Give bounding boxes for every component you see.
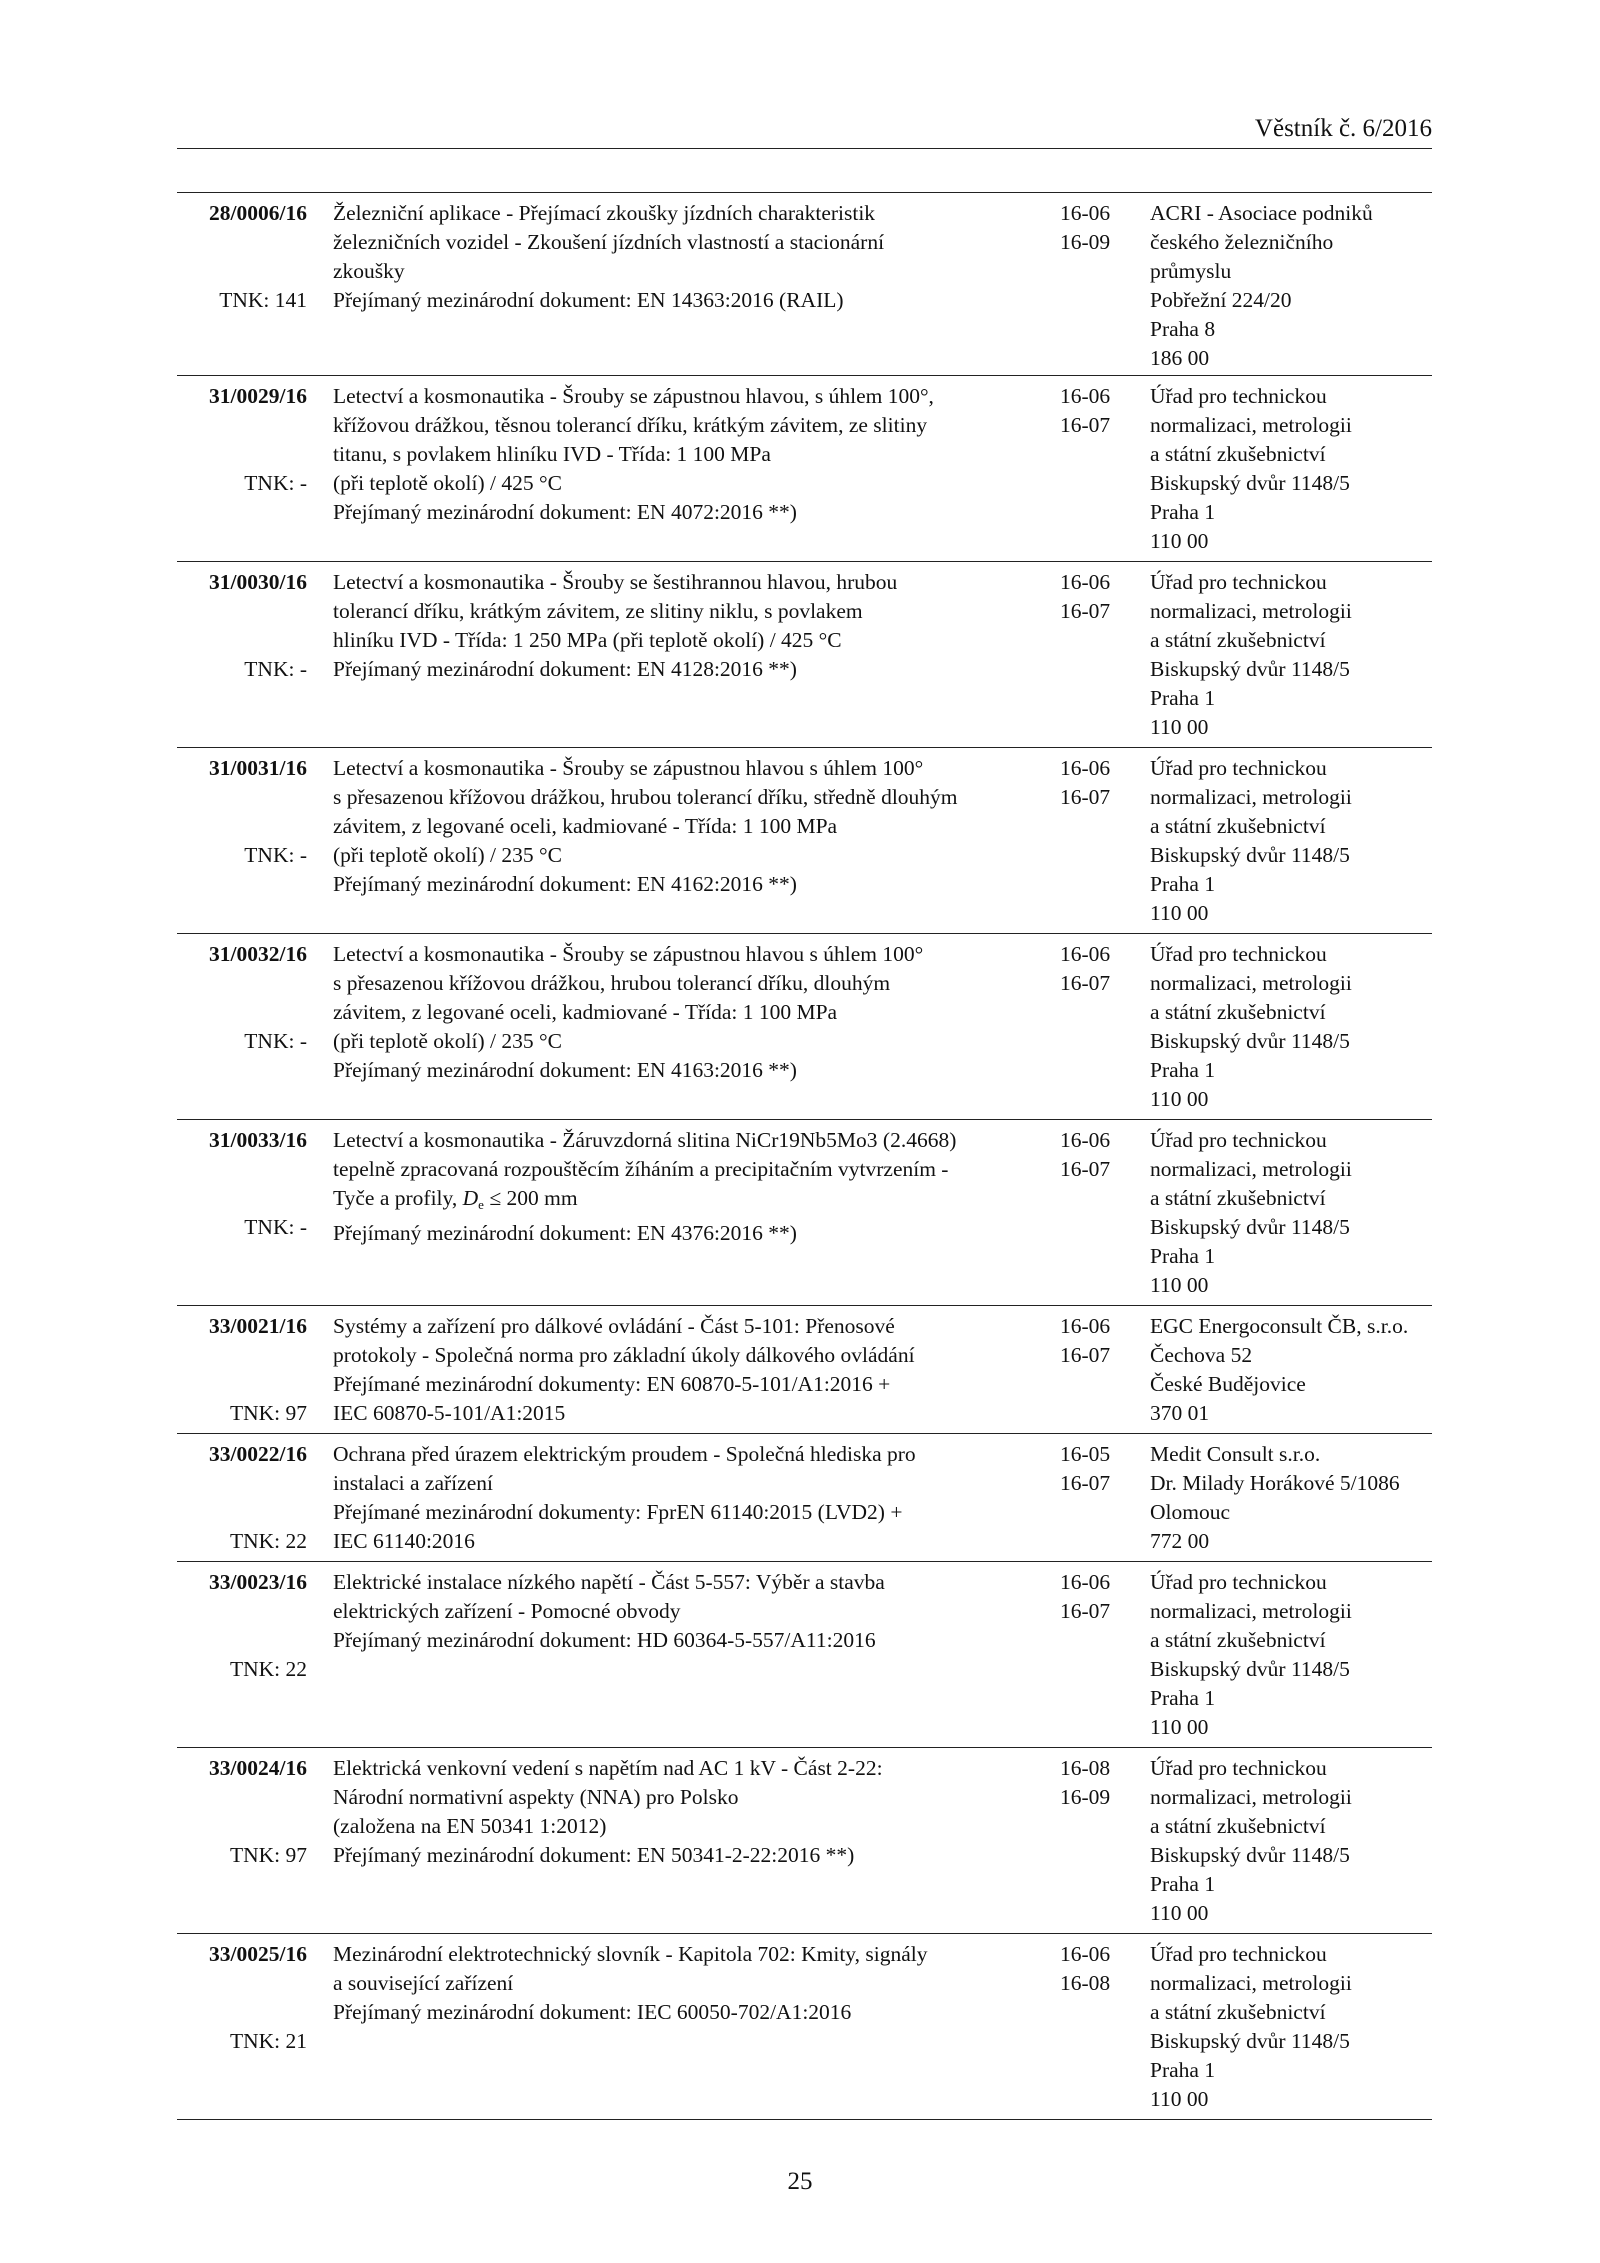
address-line: a státní zkušebnictví [1150,442,1326,466]
table-row [177,1562,1432,1748]
bulletin-title: Věstník č. 6/2016 [1254,115,1432,142]
entry-number: 31/0031/16 [209,756,307,780]
date-line: 16-06 [1060,1570,1111,1594]
date-line: 16-06 [1060,1314,1111,1338]
description-line: Přejímaný mezinárodní dokument: EN 4162:2016 **) [333,872,797,896]
address-line: 110 00 [1150,1715,1209,1739]
description-line: Letectví a kosmonautika - Šrouby se zápustnou hlavou s úhlem 100° [333,756,924,780]
address-line: Úřad pro technickou [1150,942,1327,966]
entry-number: 28/0006/16 [209,201,307,225]
entry-dates [1060,754,1130,812]
description-line: křížovou drážkou, těsnou tolerancí dříku, krátkým závitem, ze slitiny [333,413,928,437]
address-line: Praha 1 [1150,1058,1216,1082]
description-line: Letectví a kosmonautika - Šrouby se šestihrannou hlavou, hrubou [333,570,898,594]
description-line: závitem, z legované oceli, kadmiované - Třída: 1 100 MPa [333,1000,838,1024]
address-line: Úřad pro technickou [1150,756,1327,780]
entry-dates [1060,199,1130,257]
description-line: Přejímané mezinárodní dokumenty: FprEN 61140:2015 (LVD2) + [333,1500,903,1524]
tnk-label: TNK: 22 [229,1529,307,1553]
address-line: Praha 8 [1150,317,1216,341]
address-line: 110 00 [1150,529,1209,553]
table-row [177,1748,1432,1934]
tnk-label: TNK: 141 [219,288,307,312]
entry-dates [1060,1568,1130,1626]
date-line: 16-07 [1060,413,1111,437]
description-line: Přejímaný mezinárodní dokument: IEC 60050-702/A1:2016 [333,2000,852,2024]
date-line: 16-06 [1060,201,1111,225]
date-line: 16-06 [1060,942,1111,966]
date-line: 16-09 [1060,230,1111,254]
entry-address [1150,1940,1440,2114]
date-line: 16-06 [1060,570,1111,594]
date-line: 16-07 [1060,1471,1111,1495]
description-line: Ochrana před úrazem elektrickým proudem - Společná hlediska pro [333,1442,916,1466]
description-line: Přejímaný mezinárodní dokument: HD 60364-5-557/A11:2016 [333,1628,876,1652]
table-row [177,1120,1432,1306]
address-line: Úřad pro technickou [1150,1756,1327,1780]
date-line: 16-09 [1060,1785,1111,1809]
description-line: Národní normativní aspekty (NNA) pro Polsko [333,1785,739,1809]
date-line: 16-08 [1060,1971,1111,1995]
description-line: železničních vozidel - Zkoušení jízdních vlastností a stacionární [333,230,885,254]
address-line: normalizaci, metrologii [1150,1785,1352,1809]
description-line: Letectví a kosmonautika - Šrouby se zápustnou hlavou s úhlem 100° [333,942,924,966]
description-line: (založena na EN 50341 1:2012) [333,1814,607,1838]
entry-address [1150,754,1440,928]
address-line: 370 01 [1150,1401,1210,1425]
address-line: Biskupský dvůr 1148/5 [1150,1215,1350,1239]
address-line: EGC Energoconsult ČB, s.r.o. [1150,1314,1409,1338]
entry-dates [1060,568,1130,626]
address-line: a státní zkušebnictví [1150,814,1326,838]
entry-dates [1060,1126,1130,1184]
entry-description [333,940,1033,1085]
table-row [177,562,1432,748]
address-line: Čechova 52 [1150,1343,1253,1367]
address-line: Pobřežní 224/20 [1150,288,1292,312]
description-line: tolerancí dříku, krátkým závitem, ze slitiny niklu, s povlakem [333,599,863,623]
description-line: Přejímaný mezinárodní dokument: EN 4163:2016 **) [333,1058,797,1082]
address-line: 186 00 [1150,346,1210,370]
address-line: normalizaci, metrologii [1150,971,1352,995]
description-line: Přejímaný mezinárodní dokument: EN 14363:2016 (RAIL) [333,288,844,312]
description-line: Přejímané mezinárodní dokumenty: EN 60870-5-101/A1:2016 + [333,1372,891,1396]
date-line: 16-05 [1060,1442,1111,1466]
address-line: Úřad pro technickou [1150,384,1327,408]
address-line: 110 00 [1150,1087,1209,1111]
entry-dates [1060,940,1130,998]
description-line: Letectví a kosmonautika - Šrouby se zápustnou hlavou, s úhlem 100°, [333,384,934,408]
entry-address [1150,1312,1440,1428]
entry-dates [1060,382,1130,440]
page-number: 25 [787,2168,813,2195]
tnk-label: TNK: - [244,1215,307,1239]
description-line: (při teplotě okolí) / 235 °C [333,1029,562,1053]
table-row [177,1434,1432,1562]
description-line: Přejímaný mezinárodní dokument: EN 4376:2016 **) [333,1221,797,1245]
entry-number: 31/0030/16 [209,570,307,594]
table-row [177,1934,1432,2120]
description-line: Elektrické instalace nízkého napětí - Část 5-557: Výběr a stavba [333,1570,885,1594]
address-line: 110 00 [1150,1901,1209,1925]
entry-description [333,199,1033,315]
table-row [177,376,1432,562]
address-line: normalizaci, metrologii [1150,1971,1352,1995]
address-line: Praha 1 [1150,686,1216,710]
address-line: normalizaci, metrologii [1150,785,1352,809]
address-line: Olomouc [1150,1500,1231,1524]
address-line: normalizaci, metrologii [1150,1157,1352,1181]
description-line: Elektrická venkovní vedení s napětím nad AC 1 kV - Část 2-22: [333,1756,883,1780]
description-line: závitem, z legované oceli, kadmiované - Třída: 1 100 MPa [333,814,838,838]
entry-description [333,754,1033,899]
address-line: Praha 1 [1150,2058,1216,2082]
address-line: Praha 1 [1150,1244,1216,1268]
tnk-label: TNK: 97 [229,1401,307,1425]
date-line: 16-06 [1060,1942,1111,1966]
entry-dates [1060,1440,1130,1498]
entry-number: 31/0032/16 [209,942,307,966]
address-line: Praha 1 [1150,1686,1216,1710]
address-line: Biskupský dvůr 1148/5 [1150,1657,1350,1681]
entry-description [333,1440,1033,1556]
entry-address [1150,1126,1440,1300]
address-line: a státní zkušebnictví [1150,1000,1326,1024]
address-line: Úřad pro technickou [1150,1942,1327,1966]
description-line: instalaci a zařízení [333,1471,493,1495]
description-line: s přesazenou křížovou drážkou, hrubou tolerancí dříku, dlouhým [333,971,891,995]
address-line: Dr. Milady Horákové 5/1086 [1150,1471,1400,1495]
description-line: Letectví a kosmonautika - Žáruvzdorná slitina NiCr19Nb5Mo3 (2.4668) [333,1128,957,1152]
table-row [177,748,1432,934]
description-line: s přesazenou křížovou drážkou, hrubou tolerancí dříku, středně dlouhým [333,785,958,809]
description-line: Železniční aplikace - Přejímací zkoušky jízdních charakteristik [333,201,876,225]
table-row [177,934,1432,1120]
entry-description [333,1940,1033,2027]
entry-number: 33/0024/16 [209,1756,307,1780]
description-line: (při teplotě okolí) / 425 °C [333,471,562,495]
date-line: 16-07 [1060,599,1111,623]
address-line: normalizaci, metrologii [1150,1599,1352,1623]
entry-number: 33/0025/16 [209,1942,307,1966]
tnk-label: TNK: 21 [229,2029,307,2053]
date-line: 16-08 [1060,1756,1111,1780]
date-line: 16-07 [1060,785,1111,809]
address-line: a státní zkušebnictví [1150,1814,1326,1838]
description-line: a související zařízení [333,1971,514,1995]
description-line: titanu, s povlakem hliníku IVD - Třída: 1 100 MPa [333,442,771,466]
description-line: IEC 60870-5-101/A1:2015 [333,1401,566,1425]
address-line: a státní zkušebnictví [1150,1628,1326,1652]
address-line: Biskupský dvůr 1148/5 [1150,471,1350,495]
entry-number: 33/0021/16 [209,1314,307,1338]
address-line: 110 00 [1150,715,1209,739]
address-line: Úřad pro technickou [1150,1570,1327,1594]
entry-description [333,1312,1033,1428]
page-header [177,110,1432,149]
entry-address [1150,382,1440,556]
entry-dates [1060,1940,1130,1998]
table-row [177,1306,1432,1434]
entry-number: 33/0023/16 [209,1570,307,1594]
entry-dates [1060,1754,1130,1812]
description-line: Přejímaný mezinárodní dokument: EN 50341-2-22:2016 **) [333,1843,855,1867]
address-line: Praha 1 [1150,1872,1216,1896]
description-line: elektrických zařízení - Pomocné obvody [333,1599,681,1623]
address-line: a státní zkušebnictví [1150,2000,1326,2024]
standards-table [177,192,1432,2120]
tnk-label: TNK: - [244,843,307,867]
date-line: 16-07 [1060,1157,1111,1181]
entry-address [1150,568,1440,742]
entry-number: 31/0029/16 [209,384,307,408]
entry-address [1150,940,1440,1114]
address-line: Medit Consult s.r.o. [1150,1442,1321,1466]
date-line: 16-07 [1060,1343,1111,1367]
date-line: 16-06 [1060,384,1111,408]
entry-description [333,382,1033,527]
address-line: průmyslu [1150,259,1232,283]
entry-address [1150,1440,1440,1556]
address-line: 110 00 [1150,901,1209,925]
entry-address [1150,1754,1440,1928]
address-line: normalizaci, metrologii [1150,599,1352,623]
address-line: 772 00 [1150,1529,1210,1553]
tnk-label: TNK: 97 [229,1843,307,1867]
entry-address [1150,1568,1440,1742]
address-line: normalizaci, metrologii [1150,413,1352,437]
address-line: ACRI - Asociace podniků [1150,201,1373,225]
address-line: a státní zkušebnictví [1150,1186,1326,1210]
description-line: (při teplotě okolí) / 235 °C [333,843,562,867]
address-line: Biskupský dvůr 1148/5 [1150,657,1350,681]
entry-description [333,1754,1033,1870]
tnk-label: TNK: - [244,657,307,681]
entry-description [333,568,1033,684]
address-line: Praha 1 [1150,872,1216,896]
date-line: 16-06 [1060,1128,1111,1152]
address-line: Úřad pro technickou [1150,1128,1327,1152]
date-line: 16-07 [1060,1599,1111,1623]
description-line: protokoly - Společná norma pro základní úkoly dálkového ovládání [333,1343,915,1367]
address-line: Biskupský dvůr 1148/5 [1150,843,1350,867]
address-line: 110 00 [1150,2087,1209,2111]
tnk-label: TNK: - [244,1029,307,1053]
description-line: Přejímaný mezinárodní dokument: EN 4072:2016 **) [333,500,797,524]
description-line: hliníku IVD - Třída: 1 250 MPa (při teplotě okolí) / 425 °C [333,628,842,652]
address-line: Praha 1 [1150,500,1216,524]
address-line: Biskupský dvůr 1148/5 [1150,2029,1350,2053]
description-line: tepelně zpracovaná rozpouštěcím žíháním a precipitačním vytvrzením - [333,1157,949,1181]
entry-number: 31/0033/16 [209,1128,307,1152]
entry-description [333,1568,1033,1655]
description-line: zkoušky [333,259,405,283]
description-line: Mezinárodní elektrotechnický slovník - Kapitola 702: Kmity, signály [333,1942,928,1966]
tnk-label: TNK: 22 [229,1657,307,1681]
address-line: České Budějovice [1150,1372,1306,1396]
date-line: 16-06 [1060,756,1111,780]
table-row [177,193,1432,376]
address-line: českého železničního [1150,230,1334,254]
description-line: Systémy a zařízení pro dálkové ovládání - Část 5-101: Přenosové [333,1314,895,1338]
entry-address [1150,199,1440,373]
description-line: Tyče a profily, $D_e \le 200$ mm [333,1186,578,1212]
address-line: 110 00 [1150,1273,1209,1297]
description-line: IEC 61140:2016 [333,1529,475,1553]
address-line: Úřad pro technickou [1150,570,1327,594]
date-line: 16-07 [1060,971,1111,995]
address-line: Biskupský dvůr 1148/5 [1150,1029,1350,1053]
address-line: a státní zkušebnictví [1150,628,1326,652]
tnk-label: TNK: - [244,471,307,495]
entry-number: 33/0022/16 [209,1442,307,1466]
description-line: Přejímaný mezinárodní dokument: EN 4128:2016 **) [333,657,797,681]
entry-description [333,1126,1033,1248]
entry-dates [1060,1312,1130,1370]
address-line: Biskupský dvůr 1148/5 [1150,1843,1350,1867]
